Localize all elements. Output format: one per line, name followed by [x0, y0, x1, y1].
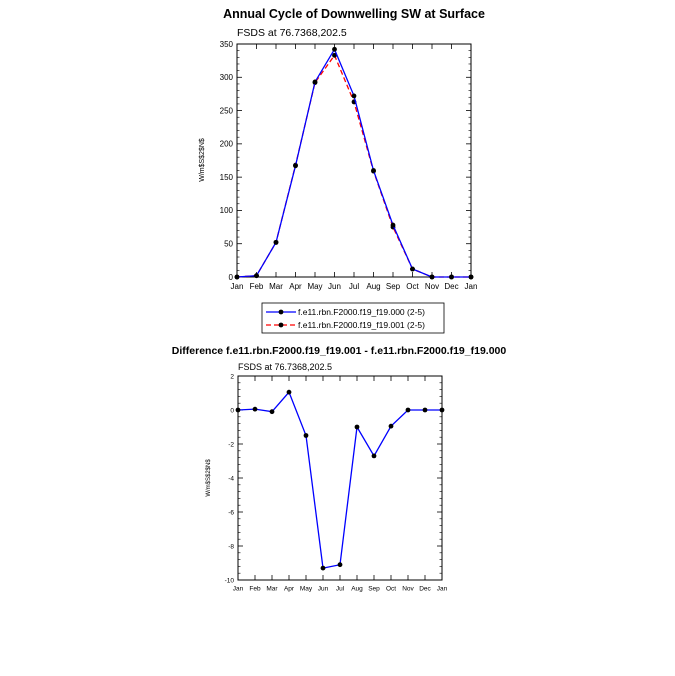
y-tick-label: 2 — [230, 373, 234, 381]
series-1-point — [440, 408, 445, 413]
chart-1-legend — [262, 303, 444, 333]
x-tick-label: Jan — [464, 282, 478, 291]
legend-marker-2 — [279, 323, 284, 328]
legend-label-1: f.e11.rbn.F2000.f19_f19.000 (2-5) — [298, 307, 425, 317]
y-tick-label: 50 — [224, 239, 233, 249]
x-tick-label: Feb — [249, 282, 264, 291]
series-1-point — [372, 454, 377, 459]
x-tick-label: Apr — [289, 282, 302, 291]
series-1-point — [254, 273, 259, 278]
x-tick-label: Nov — [424, 282, 440, 291]
chart-2-title: Difference f.e11.rbn.F2000.f19_f19.001 - f.e11.rbn.F2000.f19_f19.000 — [171, 345, 507, 357]
series-1-point — [236, 408, 241, 413]
y-tick-label: 150 — [219, 172, 233, 182]
y-tick-label: 0 — [230, 407, 234, 415]
x-tick-label: Mar — [269, 282, 283, 291]
x-tick-label: May — [299, 585, 313, 593]
series-1-point — [469, 275, 474, 280]
series-1-point — [423, 408, 428, 413]
series-1-point — [313, 80, 318, 85]
series-1-point — [391, 223, 396, 228]
series-1-point — [355, 425, 360, 430]
x-tick-label: Sep — [368, 585, 380, 593]
chart-2-plot — [225, 373, 448, 592]
series-1-point — [235, 275, 240, 280]
series-1-point — [389, 424, 394, 429]
series-1-point — [410, 267, 415, 272]
series-1-point — [253, 407, 258, 412]
x-tick-label: Jul — [335, 585, 345, 593]
y-tick-label: -2 — [228, 441, 234, 449]
chart-2-subtitle: FSDS at 76.7368,202.5 — [238, 362, 333, 372]
y-tick-label: 200 — [219, 139, 233, 149]
series-1-point — [287, 390, 292, 395]
y-tick-label: 0 — [228, 272, 233, 282]
chart-1-y-axis-label: W/m$S$2$N$ — [199, 138, 206, 182]
y-tick-label: -10 — [224, 577, 234, 585]
chart-2-y-axis-label: W/m$S$2$N$ — [206, 459, 212, 497]
y-tick-label: -4 — [228, 475, 234, 483]
series-1-point — [430, 275, 435, 280]
x-tick-label: Jan — [436, 585, 448, 593]
plot-frame — [237, 44, 471, 277]
x-tick-label: Jan — [232, 585, 244, 593]
series-1-point — [321, 566, 326, 571]
series-line-2 — [237, 55, 471, 277]
y-tick-label: -6 — [228, 509, 234, 517]
x-tick-label: Jun — [317, 585, 329, 593]
chart-1-plot — [220, 40, 478, 291]
x-tick-label: Mar — [266, 585, 278, 593]
series-1-point — [270, 409, 275, 414]
x-tick-label: Nov — [402, 585, 414, 593]
x-tick-label: Oct — [406, 282, 419, 291]
series-1-point — [352, 94, 357, 99]
series-1-point — [332, 47, 337, 52]
series-line-1 — [238, 392, 442, 568]
y-tick-label: 100 — [219, 206, 233, 216]
y-tick-label: -8 — [228, 543, 234, 551]
series-1-point — [406, 408, 411, 413]
y-tick-label: 350 — [219, 39, 233, 49]
series-line-1 — [237, 49, 471, 277]
x-tick-label: Sep — [385, 282, 401, 291]
x-tick-label: Feb — [249, 585, 261, 593]
x-tick-label: Jul — [348, 282, 360, 291]
plot-frame — [238, 376, 442, 580]
x-tick-label: Apr — [283, 585, 295, 593]
x-tick-label: Aug — [351, 585, 363, 593]
series-1-point — [274, 240, 279, 245]
chart-1-subtitle: FSDS at 76.7368,202.5 — [237, 27, 347, 39]
series-1-point — [371, 168, 376, 173]
x-tick-label: Dec — [419, 585, 431, 593]
y-tick-label: 300 — [219, 73, 233, 83]
x-tick-label: Jan — [230, 282, 244, 291]
x-tick-label: May — [307, 282, 323, 291]
chart-1-title: Annual Cycle of Downwelling SW at Surface — [223, 7, 485, 21]
legend-marker-1 — [279, 310, 284, 315]
x-tick-label: Jun — [328, 282, 341, 291]
x-tick-label: Aug — [366, 282, 381, 291]
legend-label-2: f.e11.rbn.F2000.f19_f19.001 (2-5) — [298, 320, 425, 330]
series-1-point — [338, 562, 343, 567]
x-tick-label: Dec — [444, 282, 459, 291]
x-tick-label: Oct — [385, 585, 397, 593]
y-tick-label: 250 — [219, 106, 233, 116]
series-1-point — [449, 275, 454, 280]
series-1-point — [293, 163, 298, 168]
series-1-point — [304, 433, 309, 438]
